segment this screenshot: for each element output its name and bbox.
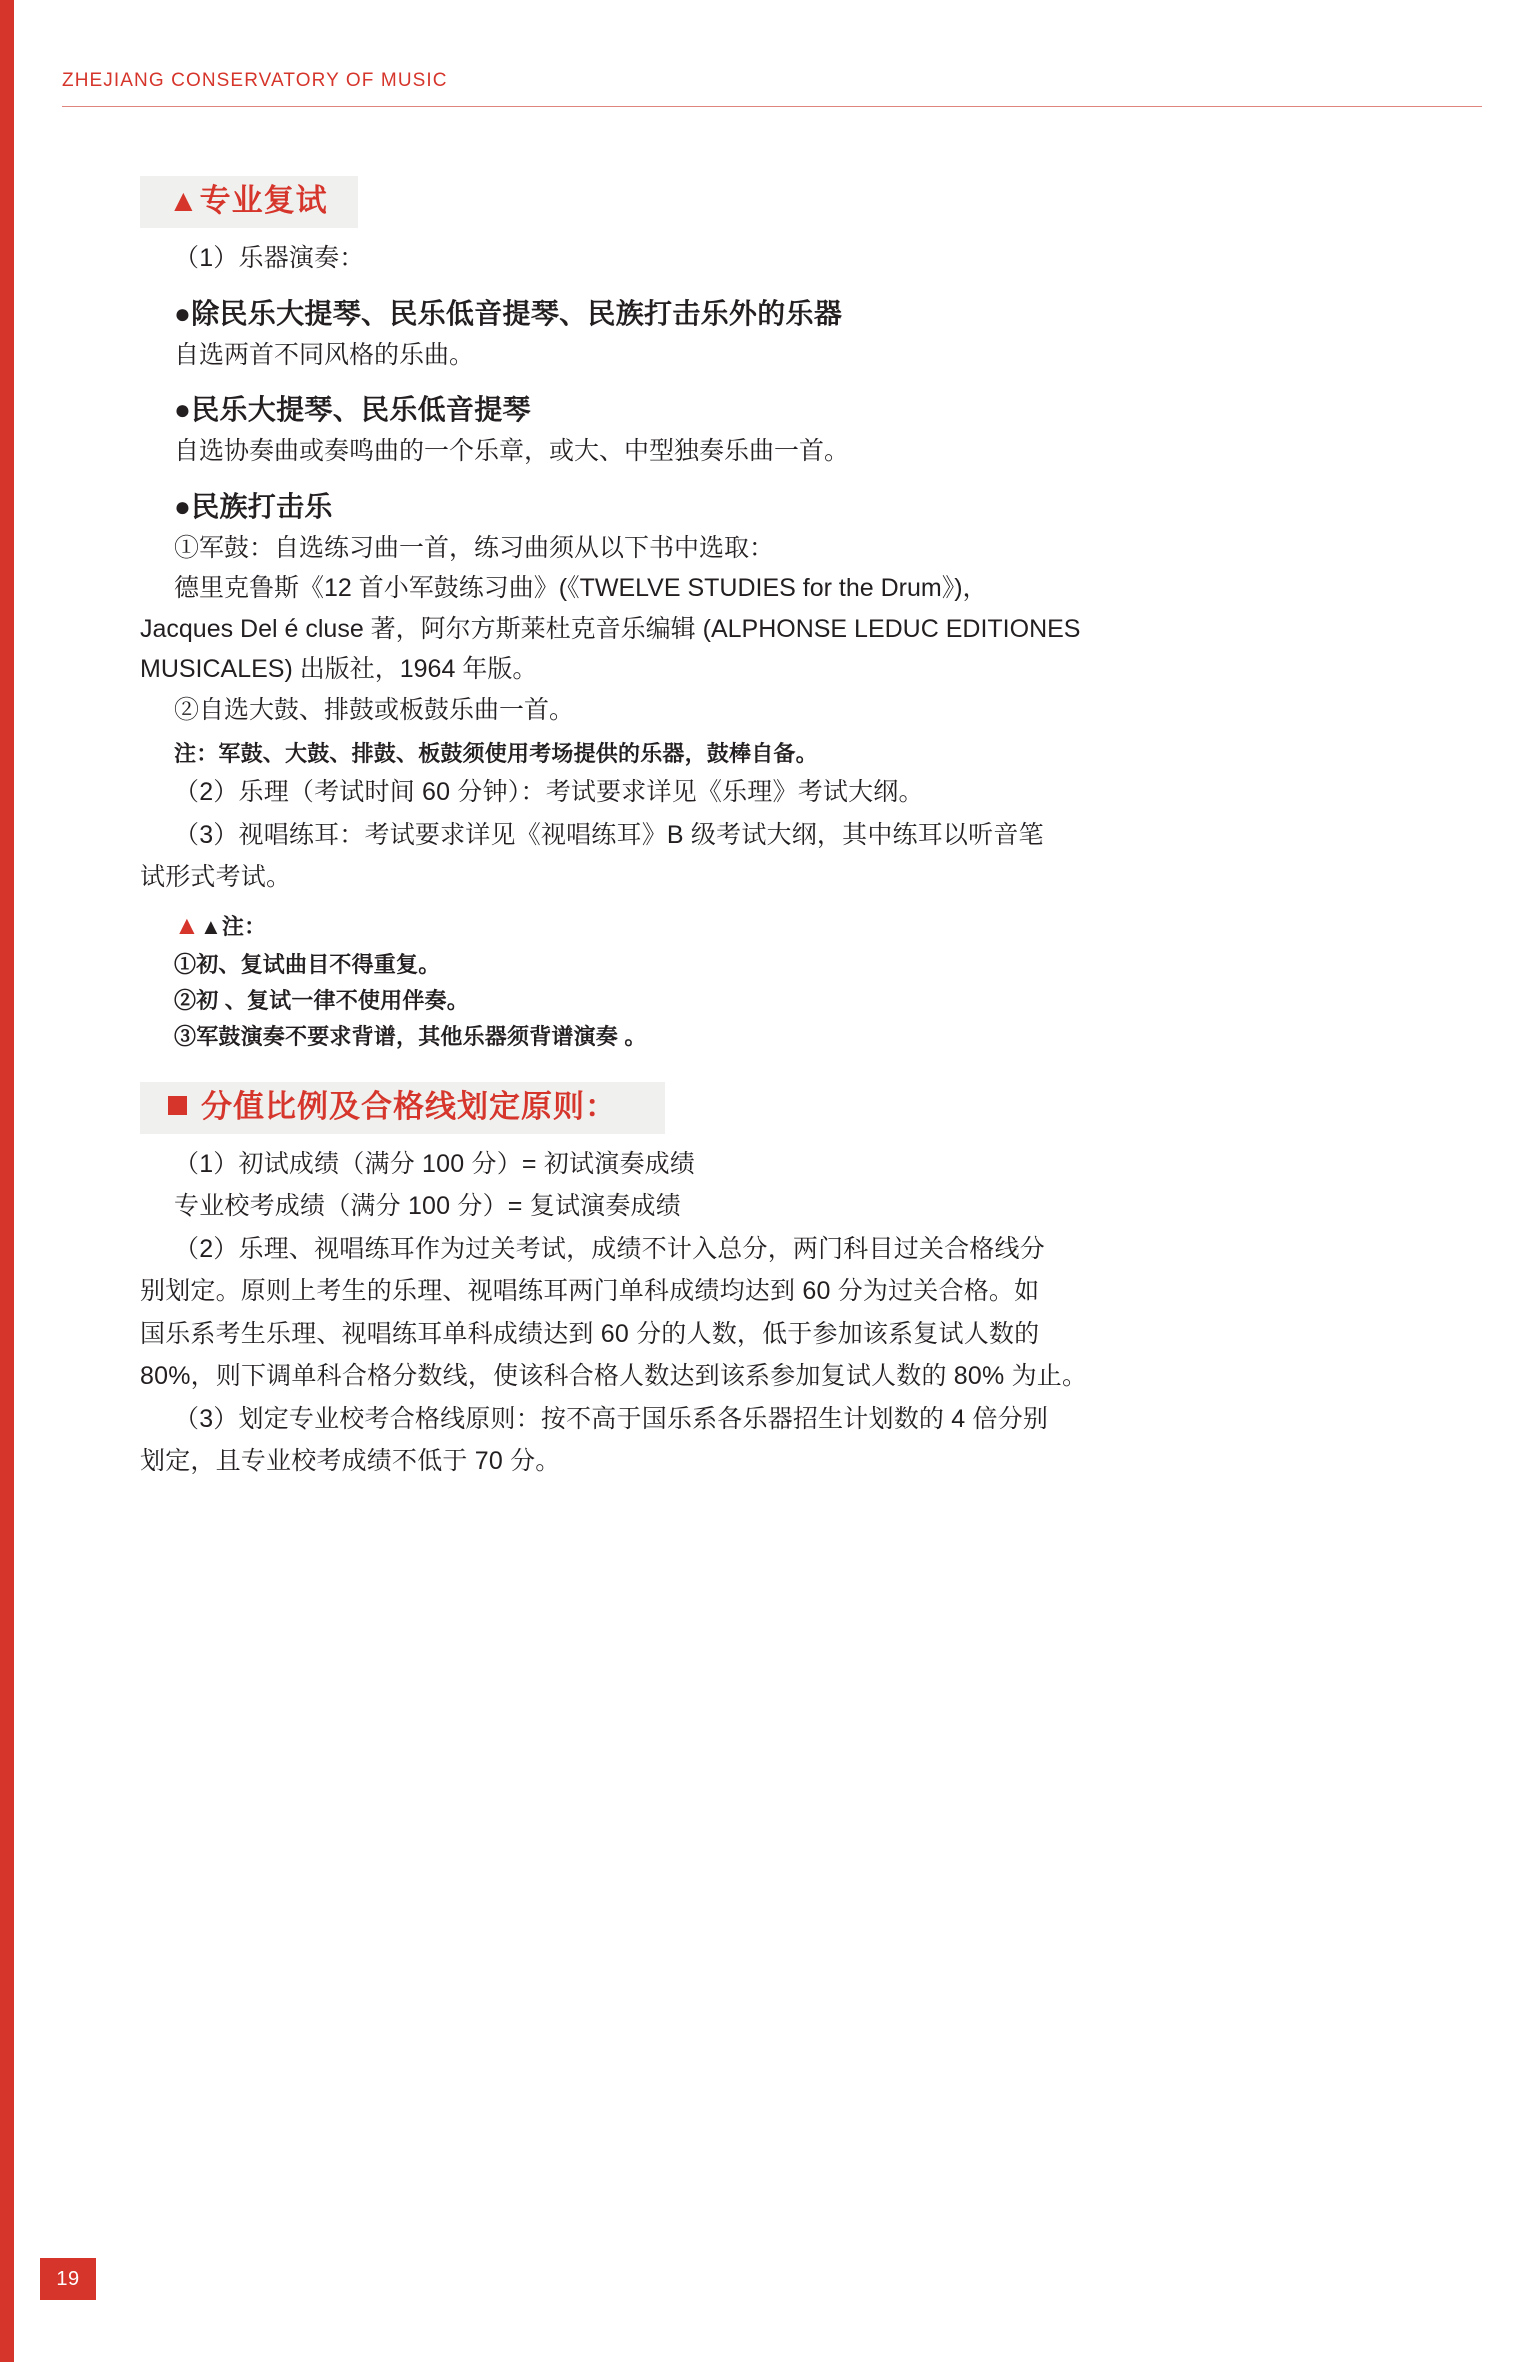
section-heading-retest [140,176,358,228]
header-divider [62,106,1482,107]
retest-item-eartraining-cont: 试形式考试。 [140,863,292,892]
scoring-line-5: 国乐系考生乐理、视唱练耳单科成绩达到 60 分的人数，低于参加该系复试人数的 [140,1319,1040,1348]
bullet-other-instruments-body: 自选两首不同风格的乐曲。 [174,340,475,369]
triangle-icon: ▲ [174,909,200,940]
scoring-line-6: 80%，则下调单科合格分数线，使该科合格人数达到该系参加复试人数的 80% 为止。 [140,1362,1088,1391]
retest-note-2: ②初 、复试一律不使用伴奏。 [174,988,469,1014]
square-bullet-icon [168,1096,187,1115]
percussion-line-3: Jacques Del é cluse 著，阿尔方斯莱杜克音乐编辑 (ALPHONSE LEDUC EDITIONES [140,614,1081,643]
document-content [140,176,1390,1484]
retest-note-heading [140,904,1390,947]
retest-note-3: ③军鼓演奏不要求背谱，其他乐器须背谱演奏 。 [174,1024,647,1050]
retest-note-heading-label: ▲注： [199,913,267,939]
scoring-line-7: （3）划定专业校考合格线原则：按不高于国乐系各乐器招生计划数的 4 倍分别 [174,1404,1049,1433]
scoring-line-3: （2）乐理、视唱练耳作为过关考试，成绩不计入总分，两门科目过关合格线分 [174,1234,1045,1263]
page-number-badge: 19 [40,2258,96,2300]
section-heading-scoring-label: 分值比例及合格线划定原则： [201,1088,617,1124]
left-edge-bar [0,0,14,2362]
percussion-line-4: MUSICALES) 出版社，1964 年版。 [140,655,538,684]
bullet-cello-bass: ●民乐大提琴、民乐低音提琴 [174,394,531,426]
bullet-percussion: ●民族打击乐 [174,490,333,522]
page-header [62,70,1482,107]
scoring-line-2: 专业校考成绩（满分 100 分）= 复试演奏成绩 [174,1192,681,1221]
section-heading-scoring [140,1082,665,1134]
scoring-line-1: （1）初试成绩（满分 100 分）= 初试演奏成绩 [174,1149,696,1178]
bullet-other-instruments: ●除民乐大提琴、民乐低音提琴、民族打击乐外的乐器 [174,297,843,329]
percussion-note: 注：军鼓、大鼓、排鼓、板鼓须使用考场提供的乐器，鼓棒自备。 [174,741,818,767]
retest-line-instrument: （1）乐器演奏： [174,244,365,273]
institution-name: ZHEJIANG CONSERVATORY OF MUSIC [62,70,448,91]
retest-item-theory: （2）乐理（考试时间 60 分钟）：考试要求详见《乐理》考试大纲。 [174,778,924,807]
percussion-line-5: ②自选大鼓、排鼓或板鼓乐曲一首。 [174,695,575,724]
scoring-line-8: 划定，且专业校考成绩不低于 70 分。 [140,1447,561,1476]
retest-item-eartraining: （3）视唱练耳：考试要求详见《视唱练耳》B 级考试大纲，其中练耳以听音笔 [174,820,1044,849]
section-heading-retest-label: ▲专业复试 [168,183,328,218]
bullet-cello-bass-body: 自选协奏曲或奏鸣曲的一个乐章，或大、中型独奏乐曲一首。 [174,437,850,466]
scoring-line-4: 别划定。原则上考生的乐理、视唱练耳两门单科成绩均达到 60 分为过关合格。如 [140,1277,1040,1306]
percussion-line-2: 德里克鲁斯《12 首小军鼓练习曲》(《TWELVE STUDIES for the Drum》)， [174,574,988,603]
percussion-line-1: ①军鼓：自选练习曲一首，练习曲须从以下书中选取： [174,533,775,562]
retest-note-1: ①初、复试曲目不得重复。 [174,951,441,977]
